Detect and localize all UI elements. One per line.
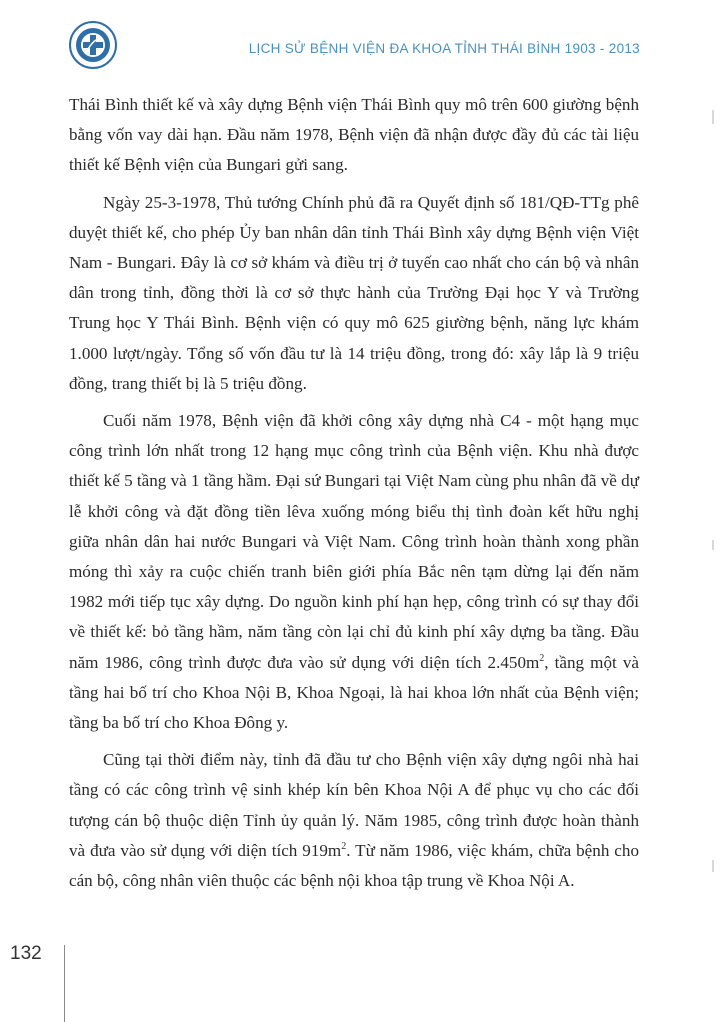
scan-edge-mark bbox=[712, 540, 714, 550]
paragraph-4-text: Cũng tại thời điểm này, tỉnh đã đầu tư cho Bệnh viện xây dựng ngôi nhà hai tầng có các công trình vệ sinh khép kín bên Khoa Nội A để phục vụ cho các đối tượng cán bộ thuộc diện Tỉnh ủy quản lý. Năm 1985, công trình được hoàn thành và đưa vào sử dụng với diện tích 919m bbox=[69, 750, 639, 860]
paragraph-3-text: Cuối năm 1978, Bệnh viện đã khởi công xây dựng nhà C4 - một hạng mục công trình lớn nhất trong 12 hạng mục công trình của Bệnh viện. Khu nhà được thiết kế 5 tầng và 1 tầng hầm. Đại sứ Bungari tại Việt Nam cùng phu nhân đã về dự lễ khởi công và đặt đồng tiền lêva xuống móng biểu thị tình đoàn kết hữu nghị giữa nhân dân hai nước Bungari và Việt Nam. Công trình hoàn thành xong phần móng thì xảy ra cuộc chiến tranh biên giới phía Bắc nên tạm dừng lại đến năm 1982 mới tiếp tục xây dựng. Do nguồn kinh phí hạn hẹp, công trình có sự thay đổi về thiết kế: bỏ tầng hầm, năm tầng còn lại chỉ đủ kinh phí xây dựng ba tầng. Đầu năm 1986, công trình được đưa vào sử dụng với diện tích 2.450m bbox=[69, 411, 639, 672]
paragraph-2: Ngày 25-3-1978, Thủ tướng Chính phủ đã ra Quyết định số 181/QĐ-TTg phê duyệt thiết kế, cho phép Ủy ban nhân dân tỉnh Thái Bình xây dựng Bệnh viện Việt Nam - Bungari. Đây là cơ sở khám và điều trị ở tuyến cao nhất cho cán bộ và nhân dân trong tỉnh, đồng thời là cơ sở thực hành của Trường Đại học Y và Trường Trung học Y Thái Bình. Bệnh viện có quy mô 625 giường bệnh, năng lực khám 1.000 lượt/ngày. Tổng số vốn đầu tư là 14 triệu đồng, trong đó: xây lắp là 9 triệu đồng, trang thiết bị là 5 triệu đồng. bbox=[69, 192, 639, 393]
body-text bbox=[69, 90, 639, 903]
hospital-emblem-icon bbox=[68, 20, 118, 70]
scan-edge-mark bbox=[712, 110, 714, 124]
paragraph-4-text-end: . Từ năm 1986, việc khám, chữa bệnh cho cán bộ, công nhân viên thuộc các bệnh nội khoa tập trung về Khoa Nội A. bbox=[69, 840, 639, 891]
paragraph-4 bbox=[69, 745, 639, 896]
page-divider-line bbox=[64, 945, 65, 1022]
scan-edge-mark bbox=[712, 860, 714, 872]
area-superscript: 2 bbox=[539, 652, 545, 664]
paragraph-3 bbox=[69, 406, 639, 738]
running-header-title: LỊCH SỬ BỆNH VIỆN ĐA KHOA TỈNH THÁI BÌNH 1903 - 2013 bbox=[248, 41, 640, 56]
area-superscript: 2 bbox=[341, 840, 347, 852]
paragraph-3-text-end: , tầng một và tầng hai bố trí cho Khoa Nội B, Khoa Ngoại, là hai khoa lớn nhất của Bệnh viện; tầng ba bố trí cho Khoa Đông y. bbox=[69, 652, 640, 733]
page-number: 132 bbox=[10, 943, 42, 964]
paragraph-1: Thái Bình thiết kế và xây dựng Bệnh viện Thái Bình quy mô trên 600 giường bệnh bằng vốn vay dài hạn. Đầu năm 1978, Bệnh viện đã nhận được đầy đủ các tài liệu thiết kế Bệnh viện của Bungari gửi sang. bbox=[69, 95, 639, 175]
